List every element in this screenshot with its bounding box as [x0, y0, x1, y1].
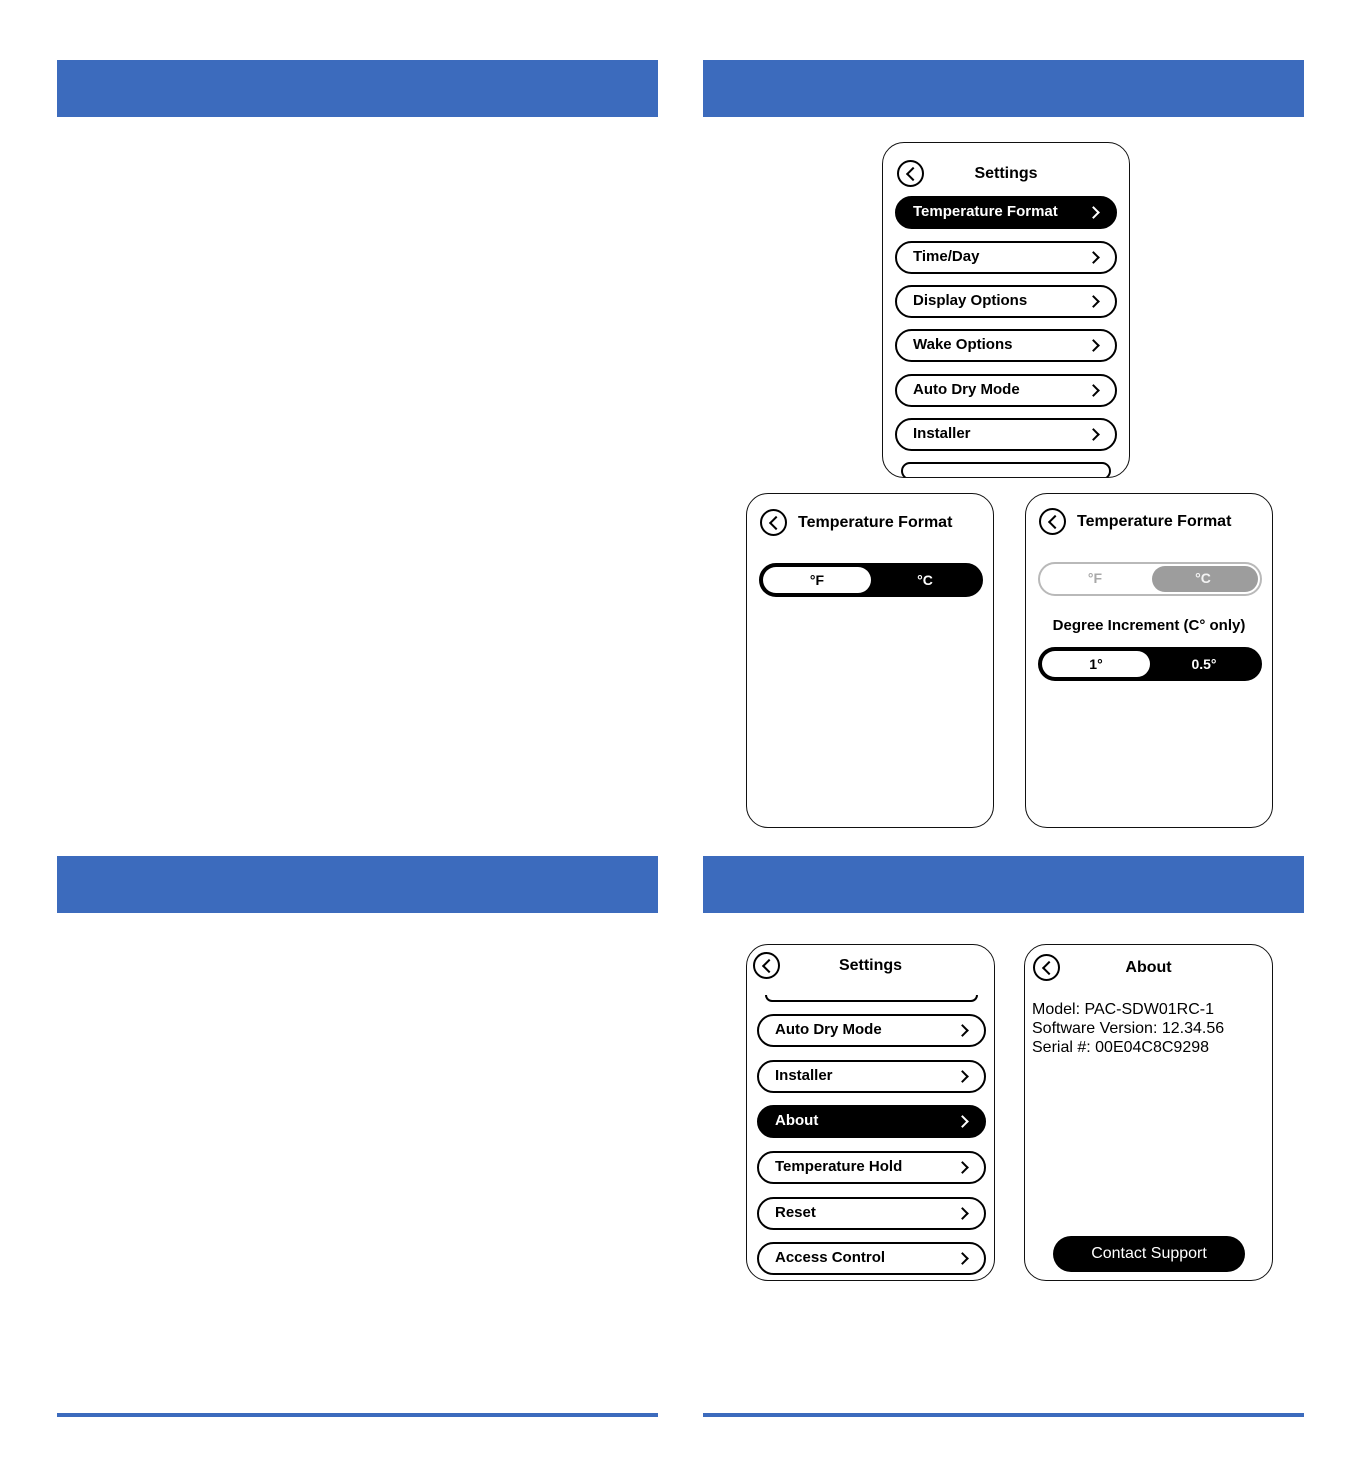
- menu-item-time-day[interactable]: [895, 241, 1117, 274]
- screen-title: About: [1125, 959, 1172, 976]
- software-version-text: Software Version: 12.34.56: [1032, 1020, 1225, 1037]
- temperature-format-screen-c: [1025, 493, 1273, 828]
- menu-item-label: Auto Dry Mode: [775, 1021, 882, 1038]
- degree-increment-toggle[interactable]: [1038, 647, 1262, 681]
- menu-item-temperature-format[interactable]: [895, 196, 1117, 229]
- menu-item-installer[interactable]: [757, 1060, 986, 1093]
- toggle-option-1-degree[interactable]: 1°: [1089, 656, 1103, 672]
- temperature-unit-toggle[interactable]: [1038, 562, 1262, 596]
- menu-item-label: Installer: [913, 425, 971, 442]
- settings-screen-top: [882, 142, 1130, 478]
- menu-item-label: Access Control: [775, 1249, 886, 1266]
- chevron-right-icon: [956, 1207, 969, 1220]
- chevron-right-icon: [1087, 295, 1100, 308]
- contact-support-button[interactable]: Contact Support: [1053, 1236, 1245, 1272]
- menu-item-label: Time/Day: [913, 248, 980, 265]
- toggle-option-celsius[interactable]: °C: [1195, 570, 1211, 586]
- chevron-right-icon: [956, 1024, 969, 1037]
- about-screen: [1024, 944, 1273, 1281]
- settings-screen-bottom: [746, 944, 995, 1281]
- menu-item-wake-options[interactable]: [895, 329, 1117, 362]
- menu-item-label: Temperature Hold: [775, 1158, 903, 1175]
- screen-title: Settings: [974, 165, 1038, 182]
- header-band-bottom-right: [703, 856, 1304, 913]
- footer-rule-right: [703, 1413, 1304, 1417]
- serial-number-text: Serial #: 00E04C8C9298: [1032, 1039, 1210, 1056]
- header-band-top-left: [57, 60, 658, 117]
- toggle-option-fahrenheit[interactable]: °F: [809, 572, 825, 588]
- menu-item-partial[interactable]: [901, 462, 1111, 478]
- menu-item-label: Reset: [775, 1204, 816, 1221]
- model-text: Model: PAC-SDW01RC-1: [1032, 1001, 1214, 1018]
- degree-increment-label: Degree Increment (C° only): [1052, 617, 1246, 634]
- menu-item-auto-dry-mode[interactable]: [895, 374, 1117, 407]
- menu-item-auto-dry-mode[interactable]: [757, 1014, 986, 1047]
- chevron-right-icon: [1087, 251, 1100, 264]
- menu-item-access-control[interactable]: [757, 1242, 986, 1275]
- toggle-option-half-degree[interactable]: 0.5°: [1191, 656, 1217, 672]
- menu-item-label: About: [775, 1112, 819, 1129]
- toggle-option-celsius[interactable]: °C: [917, 572, 933, 588]
- temperature-format-screen-f: [746, 493, 994, 828]
- header-band-bottom-left: [57, 856, 658, 913]
- menu-item-label: Auto Dry Mode: [913, 381, 1020, 398]
- chevron-right-icon: [956, 1161, 969, 1174]
- menu-item-temperature-hold[interactable]: [757, 1151, 986, 1184]
- back-arrow-icon[interactable]: [760, 509, 787, 536]
- menu-item-display-options[interactable]: [895, 285, 1117, 318]
- footer-rule-left: [57, 1413, 658, 1417]
- back-arrow-icon[interactable]: [1039, 508, 1066, 535]
- chevron-right-icon: [956, 1252, 969, 1265]
- menu-item-label: Temperature Format: [913, 203, 1058, 220]
- menu-item-label: Installer: [775, 1067, 833, 1084]
- menu-item-partial[interactable]: [765, 995, 978, 1002]
- chevron-right-icon: [1087, 206, 1100, 219]
- toggle-option-fahrenheit[interactable]: °F: [1087, 570, 1103, 586]
- chevron-right-icon: [956, 1115, 969, 1128]
- temperature-unit-toggle[interactable]: [759, 563, 983, 597]
- screen-title: Temperature Format: [798, 514, 953, 531]
- chevron-right-icon: [956, 1070, 969, 1083]
- chevron-right-icon: [1087, 428, 1100, 441]
- menu-item-about[interactable]: [757, 1105, 986, 1138]
- chevron-right-icon: [1087, 339, 1100, 352]
- menu-item-installer[interactable]: [895, 418, 1117, 451]
- menu-item-reset[interactable]: [757, 1197, 986, 1230]
- chevron-right-icon: [1087, 384, 1100, 397]
- header-band-top-right: [703, 60, 1304, 117]
- menu-item-label: Display Options: [913, 292, 1028, 309]
- screen-title: Settings: [838, 957, 903, 974]
- screen-title: Temperature Format: [1077, 513, 1232, 530]
- menu-item-label: Wake Options: [913, 336, 1013, 353]
